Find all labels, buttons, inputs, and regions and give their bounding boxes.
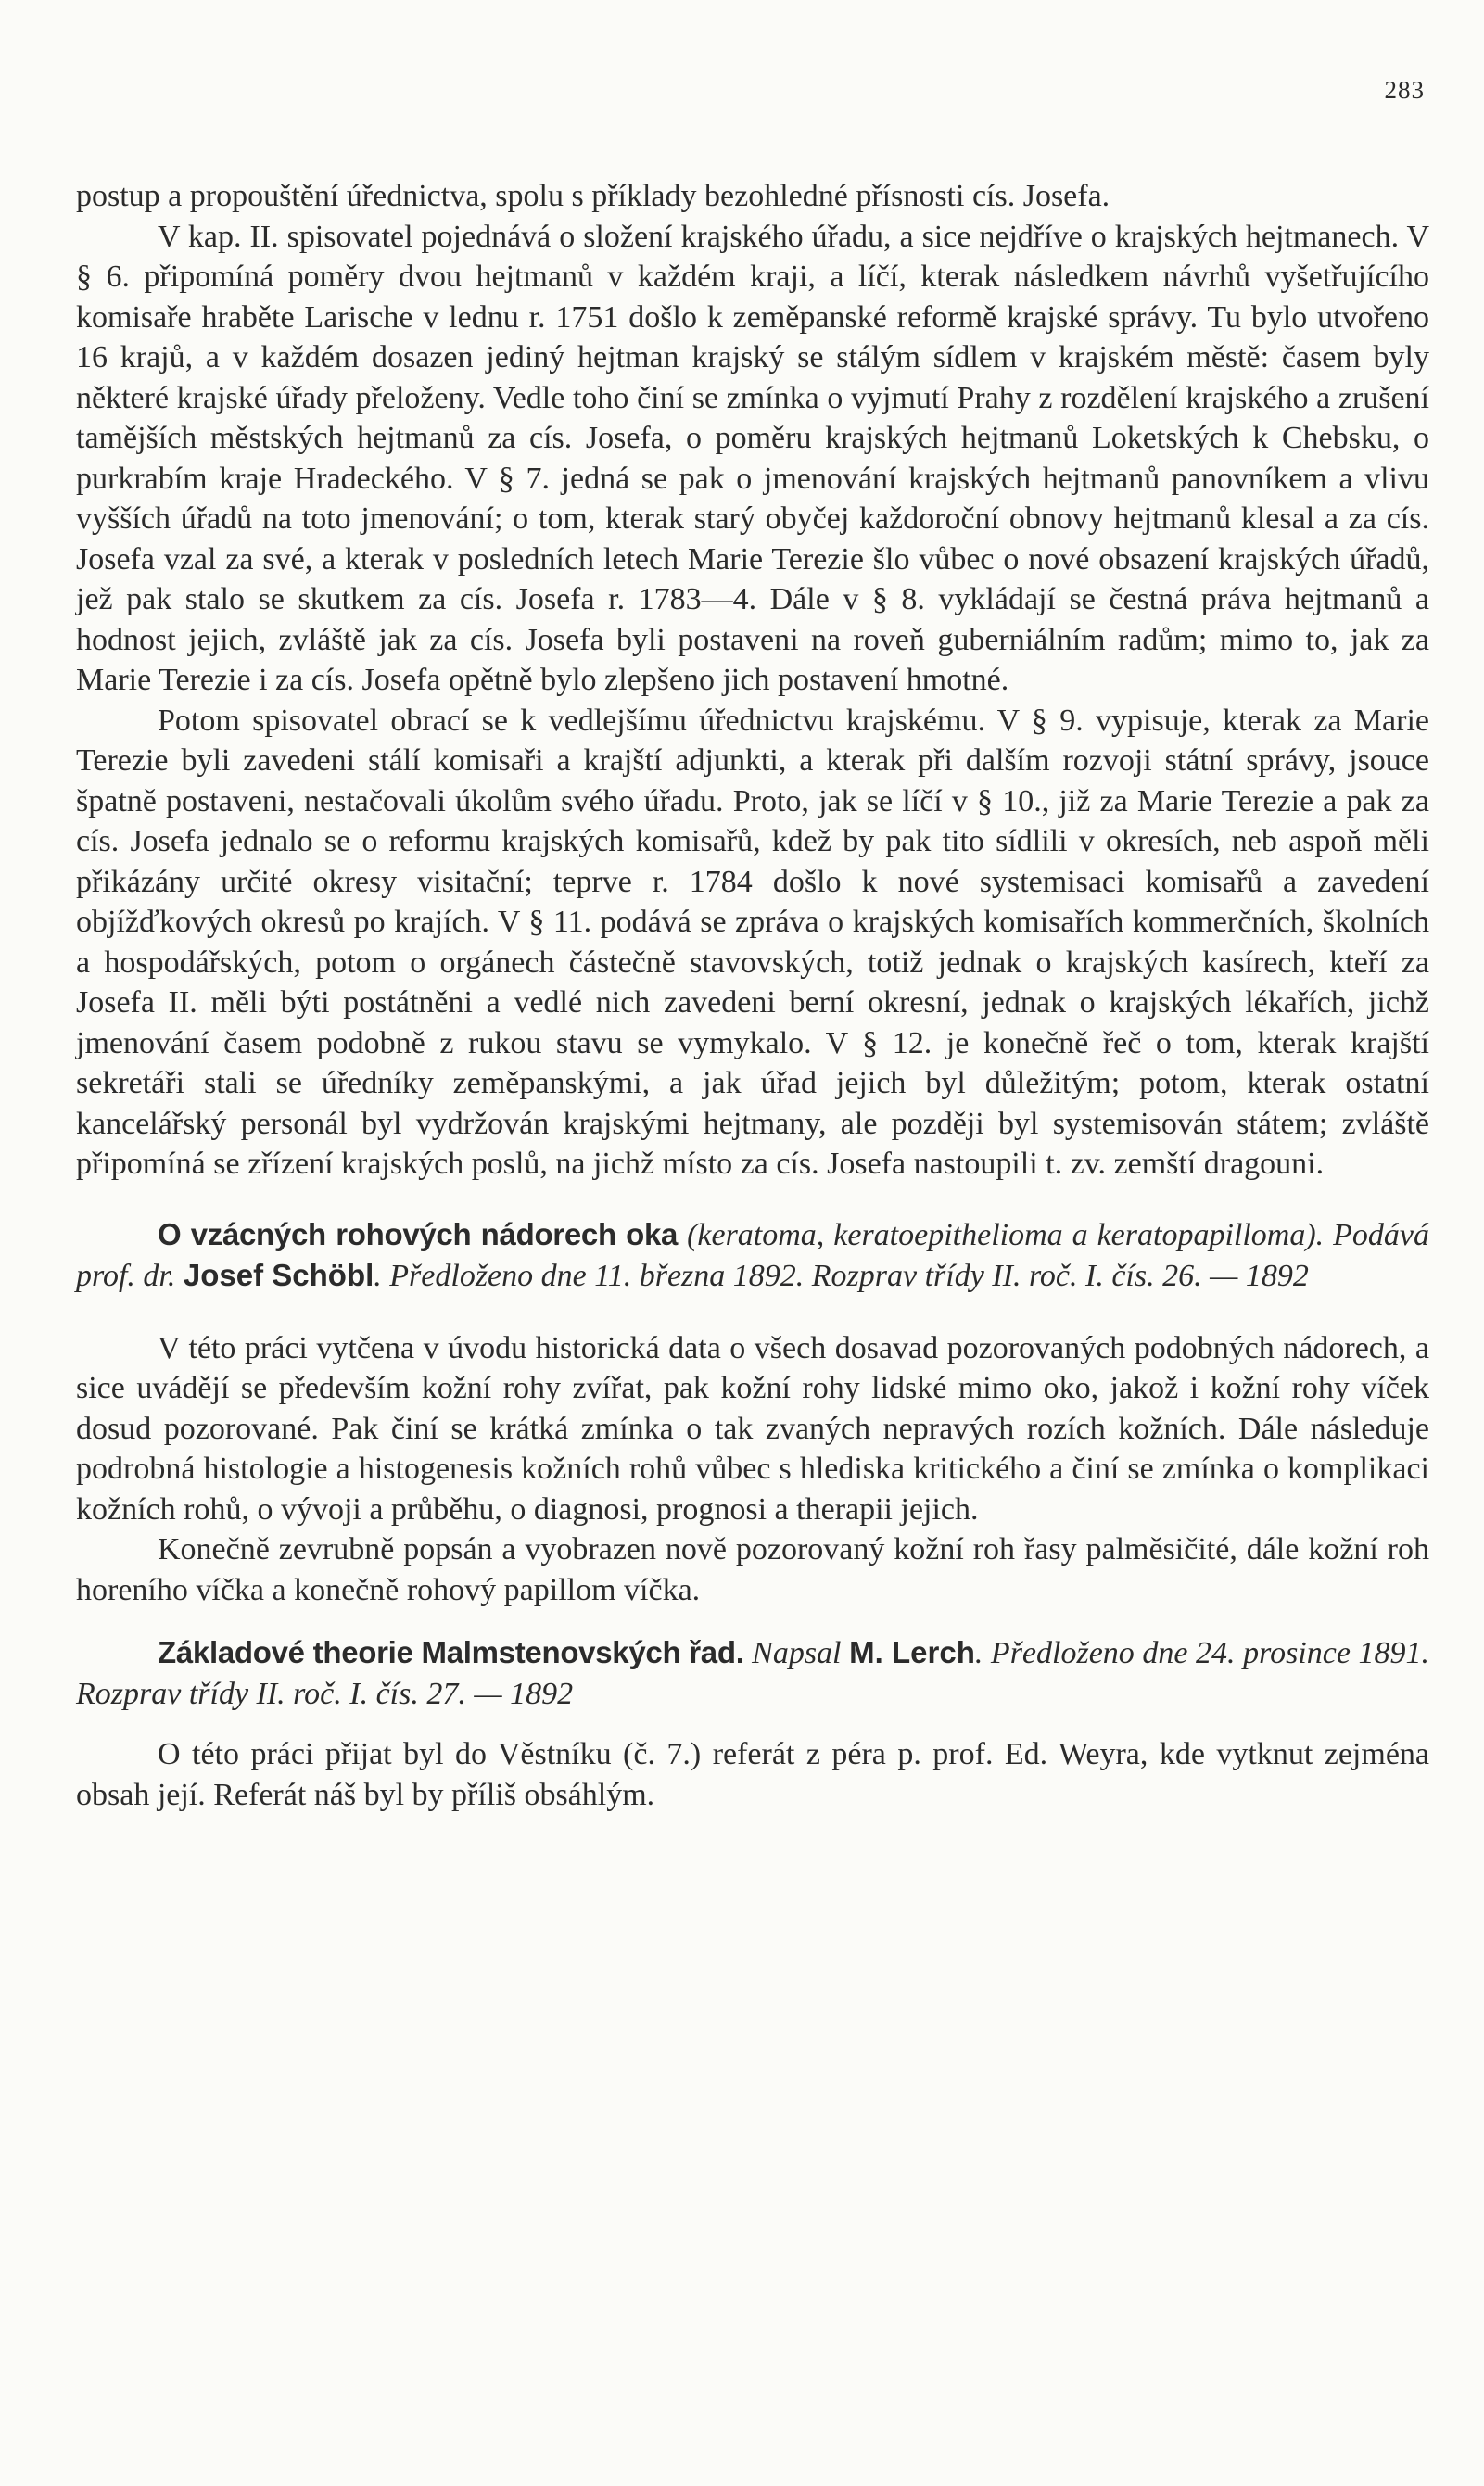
article-title: O vzácných rohových nádorech oka — [158, 1216, 679, 1251]
paragraph: postup a propouštění úřednictva, spolu s příklady bezohledné přísnosti cís. Josefa. — [76, 179, 1110, 213]
article-author: Josef Schöbl — [183, 1258, 374, 1292]
page-number: 283 — [1384, 76, 1425, 104]
article-meta: . Předloženo dne 24. prosince 1891. Rozprav třídy II. roč. I. čís. 27. — 1892 — [76, 1636, 1430, 1711]
paragraph: Konečně zevrubně popsán a vyobrazen nově pozorovaný kožní roh řasy palměsičité, dále kožní roh horeního víčka a konečně rohový papillom víčka. — [76, 1532, 1429, 1607]
article-meta: (keratoma, keratoepithelioma a keratopapilloma). Podává prof. dr. — [76, 1217, 1429, 1293]
paragraph: V této práci vytčena v úvodu historická data o všech dosavad pozorovaných podobných nádorech, a sice uvádějí se především kožní rohy zvířat, pak kožní rohy lidské mimo oko, jakož i kožní rohy víček dosud pozorované. Pak činí se krátká zmínka o tak zvaných nepravých rozích kožních. Dále následuje podrobná histologie a histogenesis kožních rohů vůbec s hlediska kritického a činí se zmínka o komplikaci kožních rohů, o vývoji a průběhu, o diagnosi, prognosi a therapii jejich. — [76, 1330, 1429, 1527]
article-heading — [76, 1214, 1429, 1297]
paragraph: Potom spisovatel obrací se k vedlejšímu úřednictvu krajskému. V § 9. vypisuje, kterak za Marie Terezie byli zavedeni stálí komisaři a krajští adjunkti, a kterak při dalším rozvoji státní správy, jsouce špatně postaveni, nestačovali úkolům svého úřadu. Proto, jak se líčí v § 10., již za Marie Terezie a pak za cís. Josefa jednalo se o reformu krajských komisařů, kdež by pak tito sídlili v okresích, neb aspoň měli přikázány určité okresy visitační; teprve r. 1784 došlo k nové systemisaci komisařů a zavedení objížďkových okresů po krajích. V § 11. podává se zpráva o krajských komisařích kommerčních, školních a hospodářských, potom o orgánech částečně stavovských, totiž jednak o krajských kasírech, kteří za Josefa II. měli býti postátněni a vedlé nich zavedeni berní okresní, jednak o krajských lékařích, jichž jmenování časem podobně z rukou stavu se vymykalo. V § 12. je konečně řeč o tom, kterak krajští sekretáři stali se úředníky zeměpanskými, a jak úřad jejich byl důležitým; potom, kterak ostatní kancelářský personál byl vydržován krajskými hejtmany, ale později byl systemisován státem; zvláště připomíná se zřízení krajských poslů, na jichž místo za cís. Josefa nastoupili t. zv. zemští dragouni. — [76, 703, 1429, 1181]
article-heading — [76, 1632, 1429, 1714]
article-meta: . Předloženo dne 11. března 1892. Rozprav třídy II. roč. I. čís. 26. — 1892 — [374, 1259, 1309, 1293]
paragraph: V kap. II. spisovatel pojednává o složení krajského úřadu, a sice nejdříve o krajských hejtmanech. V § 6. připomíná poměry dvou hejtmanů v každém kraji, a líčí, kterak následkem návrhů vyšetřujícího komisaře hraběte Larische v lednu r. 1751 došlo k zeměpanské reformě krajské správy. Tu bylo utvořeno 16 krajů, a v každém dosazen jediný hejtman krajský se stálým sídlem v krajském městě: časem byly některé krajské úřady přeloženy. Vedle toho činí se zmínka o vyjmutí Prahy z rozdělení krajského a zrušení tamějších městských hejtmanů za cís. Josefa, o poměru krajských hejtmanů Loketských k Chebsku, o purkrabím kraje Hradeckého. V § 7. jedná se pak o jmenování krajských hejtmanů panovníkem a vlivu vyšších úřadů na toto jmenování; o tom, kterak starý obyčej každoroční obnovy hejtmanů klesal a za cís. Josefa vzal za své, a kterak v posledních letech Marie Terezie šlo vůbec o nové obsazení krajských úřadů, jež pak stalo se skutkem za cís. Josefa r. 1783—4. Dále v § 8. vykládají se čestná práva hejtmanů a hodnost jejich, zvláště jak za cís. Josefa byli postaveni na roveň guberniálním radům; mimo to, jak za Marie Terezie i za cís. Josefa opětně bylo zlepšeno jich postavení hmotné. — [76, 219, 1429, 697]
article-title: Základové theorie Malmstenovských řad. — [158, 1635, 744, 1669]
body-text — [76, 176, 1429, 1815]
article-author: M. Lerch — [849, 1635, 975, 1669]
article-meta: Napsal — [743, 1636, 850, 1670]
paragraph: O této práci přijat byl do Věstníku (č. 7.) referát z péra p. prof. Ed. Weyra, kde vytknut zejména obsah její. Referát náš byl by příliš obsáhlým. — [76, 1737, 1429, 1812]
